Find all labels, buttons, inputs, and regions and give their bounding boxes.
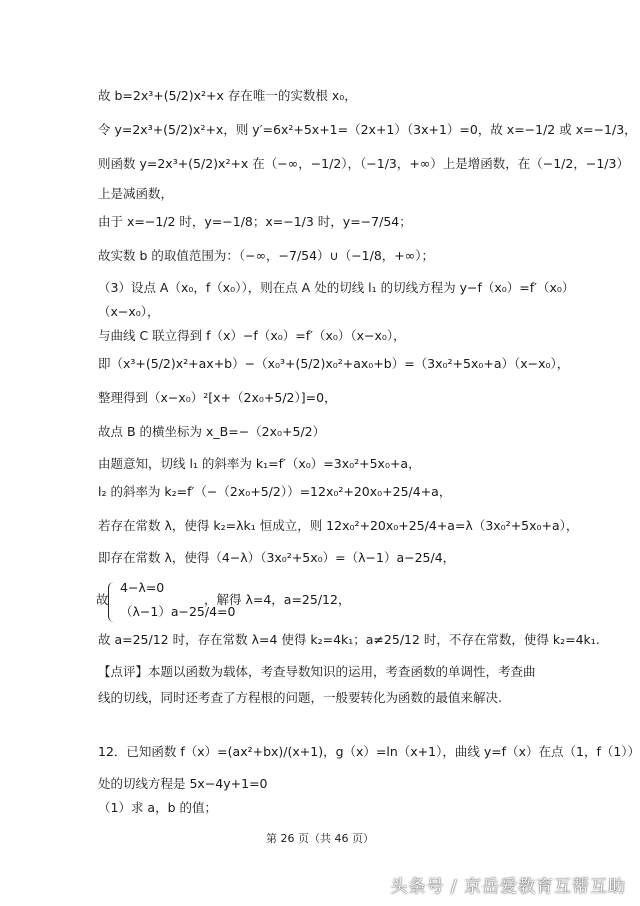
text-line: 故点 B 的横坐标为 x_B=−（2x₀+5/2） [98,424,326,439]
text-line: 上是减函数， [98,186,174,201]
text-line: 12．已知函数 f（x）=(ax²+bx)/(x+1)，g（x）=ln（x+1），曲线 y=f（x）在点（1，f（1）） [98,744,640,759]
text-line: l₂ 的斜率为 k₂=f′（−（2x₀+5/2））=12x₀²+20x₀+25/4+a， [98,484,452,499]
text-line: 若存在常数 λ，使得 k₂=λk₁ 恒成立，则 12x₀²+20x₀+25/4+a=λ（3x₀²+5x₀+a）， [98,518,579,533]
text-line: 由题意知，切线 l₁ 的斜率为 k₁=f′（x₀）=3x₀²+5x₀+a， [98,456,421,471]
page-number: 第 26 页（共 46 页） [266,832,374,845]
system-result: ，解得 λ=4，a=25/12， [204,592,351,607]
text-line: 故实数 b 的取值范围为：（−∞，−7/54）∪（−1/8，+∞）； [98,248,434,263]
text-line: （3）设点 A（x₀，f（x₀）），则在点 A 处的切线 l₁ 的切线方程为 y−f（x₀）=f′（x₀） [98,280,575,295]
text-line: 处的切线方程是 5x−4y+1=0 [98,776,268,791]
text-line: 则函数 y=2x³+(5/2)x²+x 在（−∞，−1/2），（−1/3，+∞）上是增函数，在（−1/2，−1/3） [98,156,629,171]
text-line: 【点评】本题以函数为载体，考查导数知识的运用，考查函数的单调性，考查曲 [98,664,536,679]
text-line: 线的切线，同时还考查了方程根的问题，一般要转化为函数的最值来解决. [98,690,502,705]
text-line: 由于 x=−1/2 时，y=−1/8；x=−1/3 时，y=−7/54； [98,214,412,229]
text-line: 故 b=2x³+(5/2)x²+x 存在唯一的实数根 x₀， [98,88,357,103]
text-line: 故 a=25/12 时，存在常数 λ=4 使得 k₂=4k₁；a≠25/12 时，不存在常数，使得 k₂=4k₁. [98,632,600,647]
text-line: 即存在常数 λ，使得（4−λ）（3x₀²+5x₀）=（λ−1）a−25/4， [98,550,456,565]
text-line: （1）求 a，b 的值； [98,800,217,815]
system-equation-2: （λ−1）a−25/4=0 [120,604,236,619]
system-equation-1: 4−λ=0 [120,580,165,595]
text-line: 整理得到（x−x₀）²[x+（2x₀+5/2）]=0， [98,390,337,405]
brace-symbol [108,582,117,622]
watermark: 头条号 / 京岳爱教育互帮互助 [390,877,626,897]
text-line: 令 y=2x³+(5/2)x²+x，则 y′=6x²+5x+1=（2x+1）（3x+1）=0，故 x=−1/2 或 x=−1/3， [98,122,637,137]
text-line: 即（x³+(5/2)x²+ax+b）−（x₀³+(5/2)x₀²+ax₀+b）=（3x₀²+5x₀+a）（x−x₀）， [98,356,570,371]
text-line: 与曲线 C 联立得到 f（x）−f（x₀）=f′（x₀）（x−x₀）， [98,328,406,343]
text-line: （x−x₀）， [98,304,160,319]
system-prefix: 故 [96,592,109,607]
